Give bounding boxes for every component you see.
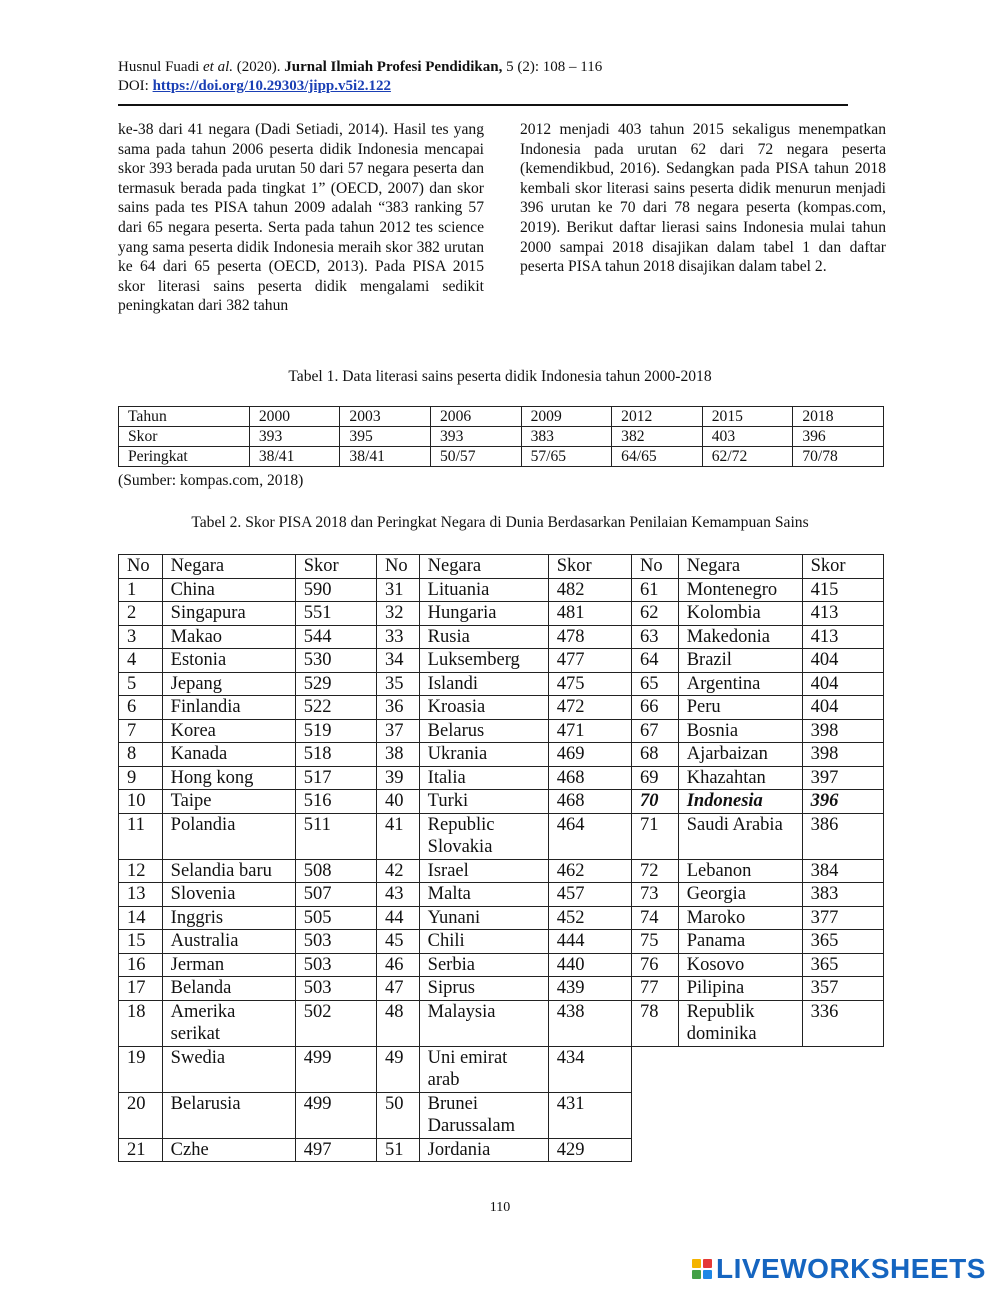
table1-cell: 57/65 — [521, 447, 612, 467]
table2-row — [119, 953, 884, 977]
table2-cell: Lebanon — [678, 859, 802, 883]
table2-cell: Chili — [419, 930, 548, 954]
table2-cell: 69 — [631, 766, 678, 790]
doi-link[interactable]: https://doi.org/10.29303/jipp.v5i2.122 — [152, 78, 391, 94]
table2-row — [119, 719, 884, 743]
table2-row — [119, 602, 884, 626]
table2-cell: 8 — [119, 743, 163, 767]
table1-cell: 396 — [793, 427, 884, 447]
table1-cell: Skor — [119, 427, 250, 447]
table2-cell: 469 — [548, 743, 631, 767]
header-rule — [118, 104, 848, 106]
table2-cell: 47 — [377, 977, 420, 1001]
table2-cell: 3 — [119, 625, 163, 649]
table2-cell: Jepang — [162, 672, 295, 696]
table2-cell: 365 — [802, 930, 883, 954]
table2-cell: 31 — [377, 578, 420, 602]
table2-cell: 383 — [802, 883, 883, 907]
table1-cell: 2006 — [431, 407, 522, 427]
table2-cell: 478 — [548, 625, 631, 649]
table2-cell: 502 — [295, 1000, 376, 1046]
table2-cell: 33 — [377, 625, 420, 649]
body-column-left: ke-38 dari 41 negara (Dadi Setiadi, 2014). Hasil tes yang sama pada tahun 2006 peserta didik Indonesia mencapai skor 393 berada pada urutan 50 dari 57 negara peserta dan termasuk berada pada tingkat 1” (OECD, 2007) dan skor sains pada tes PISA tahun 2009 adalah “383 ranking 57 dari 65 negara peserta. Serta pada tahun 2012 tes science yang sama peserta didik Indonesia meraih skor 382 urutan ke 64 dari 65 peserta (OECD, 2013). Pada PISA 2015 skor literasi sains peserta didik mengalami sedikit peningkatan dari 382 tahun — [118, 121, 484, 315]
table2-cell: 38 — [377, 743, 420, 767]
liveworksheets-logo — [692, 1254, 986, 1284]
table2-cell: 10 — [119, 790, 163, 814]
table2-row — [119, 672, 884, 696]
table2-cell: 365 — [802, 953, 883, 977]
table2-cell: Israel — [419, 859, 548, 883]
table2-cell: 44 — [377, 906, 420, 930]
table2-cell: 444 — [548, 930, 631, 954]
table2-cell: 434 — [548, 1046, 631, 1092]
table2-cell: 77 — [631, 977, 678, 1001]
table2-cell: 413 — [802, 602, 883, 626]
table2-cell: Estonia — [162, 649, 295, 673]
table2-row — [119, 766, 884, 790]
table2-header-cell: Skor — [295, 555, 376, 579]
table2-cell: 482 — [548, 578, 631, 602]
table2-cell: 14 — [119, 906, 163, 930]
table1-row — [119, 447, 884, 467]
table1-row — [119, 407, 884, 427]
table2-cell: 51 — [377, 1138, 420, 1162]
table2-row — [119, 743, 884, 767]
table1-source: (Sumber: kompas.com, 2018) — [118, 472, 304, 489]
table2-empty-cell — [631, 1092, 883, 1138]
table2-cell: Saudi Arabia — [678, 813, 802, 859]
table2-cell: 415 — [802, 578, 883, 602]
table2-cell: 503 — [295, 977, 376, 1001]
table2-cell: 1 — [119, 578, 163, 602]
table2-cell: 431 — [548, 1092, 631, 1138]
table2-cell: Maroko — [678, 906, 802, 930]
table2-cell: 357 — [802, 977, 883, 1001]
doi-line — [118, 77, 602, 96]
table2-cell: 505 — [295, 906, 376, 930]
table2-cell: 503 — [295, 930, 376, 954]
table2-row — [119, 578, 884, 602]
table2-cell: 76 — [631, 953, 678, 977]
table2-cell: 522 — [295, 696, 376, 720]
table2-cell: 384 — [802, 859, 883, 883]
table2-cell: Brazil — [678, 649, 802, 673]
table2-cell: 517 — [295, 766, 376, 790]
table2-cell: 62 — [631, 602, 678, 626]
table1-cell: Peringkat — [119, 447, 250, 467]
table2-cell: Malta — [419, 883, 548, 907]
table2-cell: Finlandia — [162, 696, 295, 720]
table1-cell: 2000 — [249, 407, 340, 427]
table2-cell: 34 — [377, 649, 420, 673]
table2-cell: 472 — [548, 696, 631, 720]
table2-cell: Uni emirat arab — [419, 1046, 548, 1092]
table2-cell: Belarusia — [162, 1092, 295, 1138]
table2-cell: 511 — [295, 813, 376, 859]
table2-caption: Tabel 2. Skor PISA 2018 dan Peringkat Negara di Dunia Berdasarkan Penilaian Kemampuan Sains — [191, 514, 809, 531]
table2-cell: Kroasia — [419, 696, 548, 720]
table1-cell: 38/41 — [340, 447, 431, 467]
table2-cell: Makao — [162, 625, 295, 649]
table2-cell: 590 — [295, 578, 376, 602]
table2-cell: 530 — [295, 649, 376, 673]
table2-cell: Indonesia — [678, 790, 802, 814]
table2-cell: Argentina — [678, 672, 802, 696]
table2-cell: 74 — [631, 906, 678, 930]
table2-cell: 404 — [802, 696, 883, 720]
table2-row — [119, 930, 884, 954]
table2-cell: 12 — [119, 859, 163, 883]
table2-cell: Islandi — [419, 672, 548, 696]
citation-line — [118, 58, 602, 77]
table2-cell: 507 — [295, 883, 376, 907]
table2-cell: 471 — [548, 719, 631, 743]
table2-cell: Taipe — [162, 790, 295, 814]
table2-cell: 17 — [119, 977, 163, 1001]
table1-cell: 62/72 — [702, 447, 793, 467]
table2-cell: 21 — [119, 1138, 163, 1162]
table2-cell: 397 — [802, 766, 883, 790]
table2-cell: 6 — [119, 696, 163, 720]
table2-cell: Khazahtan — [678, 766, 802, 790]
table2-cell: 63 — [631, 625, 678, 649]
table1-cell: 2012 — [612, 407, 703, 427]
table2-cell: Ajarbaizan — [678, 743, 802, 767]
table2-empty-cell — [631, 1138, 883, 1162]
table1 — [118, 406, 884, 467]
table2-cell: 464 — [548, 813, 631, 859]
table2-cell: 503 — [295, 953, 376, 977]
table2-cell: Italia — [419, 766, 548, 790]
table2-cell: 398 — [802, 719, 883, 743]
table2-cell: 36 — [377, 696, 420, 720]
table2-cell: 18 — [119, 1000, 163, 1046]
table2-cell: 386 — [802, 813, 883, 859]
table2-row — [119, 1092, 884, 1138]
table2-header-cell: Negara — [419, 555, 548, 579]
table1-cell: 2009 — [521, 407, 612, 427]
table2-cell: 497 — [295, 1138, 376, 1162]
et-al: et al. — [203, 59, 234, 75]
table2-cell: 551 — [295, 602, 376, 626]
table2-cell: Kosovo — [678, 953, 802, 977]
table2-cell: 544 — [295, 625, 376, 649]
table2-cell: Lituania — [419, 578, 548, 602]
table2-cell: 64 — [631, 649, 678, 673]
table2-row — [119, 649, 884, 673]
table1-row — [119, 427, 884, 447]
table2-cell: 71 — [631, 813, 678, 859]
table2-row — [119, 625, 884, 649]
table2-row — [119, 696, 884, 720]
table2-cell: 19 — [119, 1046, 163, 1092]
table2-cell: Kolombia — [678, 602, 802, 626]
table1-cell: 64/65 — [612, 447, 703, 467]
table1-cell: 2003 — [340, 407, 431, 427]
table2-cell: 70 — [631, 790, 678, 814]
table2-cell: 398 — [802, 743, 883, 767]
table2-cell: 50 — [377, 1092, 420, 1138]
table2-header-cell: No — [631, 555, 678, 579]
table2-row — [119, 1138, 884, 1162]
table1-caption: Tabel 1. Data literasi sains peserta didik Indonesia tahun 2000-2018 — [288, 368, 712, 385]
table1-cell: 50/57 — [431, 447, 522, 467]
table2-cell: 2 — [119, 602, 163, 626]
table2-cell: 404 — [802, 649, 883, 673]
table2-cell: Belarus — [419, 719, 548, 743]
table2-cell: Montenegro — [678, 578, 802, 602]
table2-cell: Inggris — [162, 906, 295, 930]
table2-cell: 457 — [548, 883, 631, 907]
table2-cell: 13 — [119, 883, 163, 907]
table1-cell: 382 — [612, 427, 703, 447]
table2-cell: Belanda — [162, 977, 295, 1001]
table2-row — [119, 1000, 884, 1046]
brand-wordmark: LIVEWORKSHEETS — [716, 1253, 986, 1284]
table2-cell: 61 — [631, 578, 678, 602]
table2-cell: Hong kong — [162, 766, 295, 790]
table2-cell: 48 — [377, 1000, 420, 1046]
table2-header-row — [119, 555, 884, 579]
table2-cell: Panama — [678, 930, 802, 954]
table2-cell: 66 — [631, 696, 678, 720]
table2-cell: 518 — [295, 743, 376, 767]
table2-cell: 41 — [377, 813, 420, 859]
table2-header-cell: Skor — [548, 555, 631, 579]
table2-cell: 7 — [119, 719, 163, 743]
table2-cell: 40 — [377, 790, 420, 814]
table2-cell: 5 — [119, 672, 163, 696]
table2-cell: 37 — [377, 719, 420, 743]
table2-cell: Jerman — [162, 953, 295, 977]
table2-cell: 46 — [377, 953, 420, 977]
table2-row — [119, 906, 884, 930]
table2-cell: 20 — [119, 1092, 163, 1138]
table2-row — [119, 977, 884, 1001]
table2-cell: Republik dominika — [678, 1000, 802, 1046]
running-header — [118, 58, 602, 96]
table2-cell: 42 — [377, 859, 420, 883]
table2-cell: Pilipina — [678, 977, 802, 1001]
table2-header-cell: Negara — [162, 555, 295, 579]
table2-cell: Polandia — [162, 813, 295, 859]
table2-cell: 39 — [377, 766, 420, 790]
table2-cell: 429 — [548, 1138, 631, 1162]
table2 — [118, 554, 884, 1162]
table2-cell: 65 — [631, 672, 678, 696]
table2-cell: Slovenia — [162, 883, 295, 907]
table2-cell: Hungaria — [419, 602, 548, 626]
table2-cell: 396 — [802, 790, 883, 814]
body-column-right: 2012 menjadi 403 tahun 2015 sekaligus menempatkan Indonesia pada urutan 62 dari 72 negara peserta (kemendikbud, 2016). Sedangkan pada PISA tahun 2018 kembali skor literasi sains peserta didik menurun menjadi 396 urutan ke 70 dari 78 negara peserta (kompas.com, 2019). Berikut daftar lierasi sains Indonesia mulai tahun 2000 sampai 2018 disajikan dalam tabel 1 dan daftar peserta PISA tahun 2018 disajikan dalam tabel 2. — [520, 121, 886, 276]
table1-cell: 395 — [340, 427, 431, 447]
table1-cell: 70/78 — [793, 447, 884, 467]
table2-cell: 16 — [119, 953, 163, 977]
authors: Husnul Fuadi — [118, 59, 204, 75]
table2-cell: 336 — [802, 1000, 883, 1046]
table2-cell: 72 — [631, 859, 678, 883]
table2-cell: 519 — [295, 719, 376, 743]
table2-cell: 477 — [548, 649, 631, 673]
table2-header-cell: Skor — [802, 555, 883, 579]
table2-cell: 4 — [119, 649, 163, 673]
table2-cell: 462 — [548, 859, 631, 883]
table2-cell: 67 — [631, 719, 678, 743]
table2-cell: Makedonia — [678, 625, 802, 649]
table2-cell: 481 — [548, 602, 631, 626]
table1-cell: 403 — [702, 427, 793, 447]
table2-cell: 468 — [548, 766, 631, 790]
table2-cell: Georgia — [678, 883, 802, 907]
table2-cell: Siprus — [419, 977, 548, 1001]
table2-cell: Rusia — [419, 625, 548, 649]
table2-row — [119, 813, 884, 859]
table2-cell: Turki — [419, 790, 548, 814]
table1-cell: 393 — [249, 427, 340, 447]
table2-cell: Swedia — [162, 1046, 295, 1092]
table2-cell: 529 — [295, 672, 376, 696]
grid-logo-icon — [692, 1259, 712, 1279]
table2-row — [119, 1046, 884, 1092]
table2-cell: 439 — [548, 977, 631, 1001]
table2-cell: 440 — [548, 953, 631, 977]
table2-cell: 68 — [631, 743, 678, 767]
table2-cell: 32 — [377, 602, 420, 626]
page-number: 110 — [489, 1200, 511, 1215]
table2-cell: 499 — [295, 1092, 376, 1138]
table2-cell: 413 — [802, 625, 883, 649]
table2-cell: Bosnia — [678, 719, 802, 743]
table2-cell: 377 — [802, 906, 883, 930]
table2-cell: Selandia baru — [162, 859, 295, 883]
table2-cell: Australia — [162, 930, 295, 954]
table2-header-cell: Negara — [678, 555, 802, 579]
table2-cell: 15 — [119, 930, 163, 954]
table2-cell: Republic Slovakia — [419, 813, 548, 859]
table2-cell: 475 — [548, 672, 631, 696]
doi-label: DOI: — [118, 78, 153, 94]
year: (2020). — [233, 59, 285, 75]
table2-cell: 78 — [631, 1000, 678, 1046]
table2-cell: 49 — [377, 1046, 420, 1092]
journal-name: Jurnal Ilmiah Profesi Pendidikan, — [284, 59, 503, 75]
table2-cell: 516 — [295, 790, 376, 814]
table1-cell: 2018 — [793, 407, 884, 427]
table2-cell: 499 — [295, 1046, 376, 1092]
table2-cell: 508 — [295, 859, 376, 883]
table2-cell: 45 — [377, 930, 420, 954]
table2-cell: Yunani — [419, 906, 548, 930]
issue-pages: 5 (2): 108 – 116 — [502, 59, 603, 75]
table2-cell: 11 — [119, 813, 163, 859]
table1-cell: 38/41 — [249, 447, 340, 467]
table1-cell: 393 — [431, 427, 522, 447]
table2-empty-cell — [631, 1046, 883, 1092]
table2-cell: Serbia — [419, 953, 548, 977]
table2-cell: Luksemberg — [419, 649, 548, 673]
table2-cell: Czhe — [162, 1138, 295, 1162]
table1-cell: 383 — [521, 427, 612, 447]
table2-row — [119, 790, 884, 814]
table2-cell: 75 — [631, 930, 678, 954]
table2-cell: Peru — [678, 696, 802, 720]
table2-cell: 468 — [548, 790, 631, 814]
table2-cell: 404 — [802, 672, 883, 696]
table2-row — [119, 859, 884, 883]
table2-cell: Brunei Darussalam — [419, 1092, 548, 1138]
table2-cell: Malaysia — [419, 1000, 548, 1046]
table2-header-cell: No — [377, 555, 420, 579]
table2-cell: 43 — [377, 883, 420, 907]
table2-cell: 35 — [377, 672, 420, 696]
table2-cell: Jordania — [419, 1138, 548, 1162]
table2-cell: 73 — [631, 883, 678, 907]
table2-cell: China — [162, 578, 295, 602]
table2-cell: 9 — [119, 766, 163, 790]
table2-cell: Kanada — [162, 743, 295, 767]
table2-cell: 438 — [548, 1000, 631, 1046]
table2-header-cell: No — [119, 555, 163, 579]
table2-cell: Amerika serikat — [162, 1000, 295, 1046]
table2-cell: Ukrania — [419, 743, 548, 767]
table1-cell: Tahun — [119, 407, 250, 427]
table2-cell: Korea — [162, 719, 295, 743]
table1-cell: 2015 — [702, 407, 793, 427]
table2-row — [119, 883, 884, 907]
table2-cell: 452 — [548, 906, 631, 930]
table2-cell: Singapura — [162, 602, 295, 626]
